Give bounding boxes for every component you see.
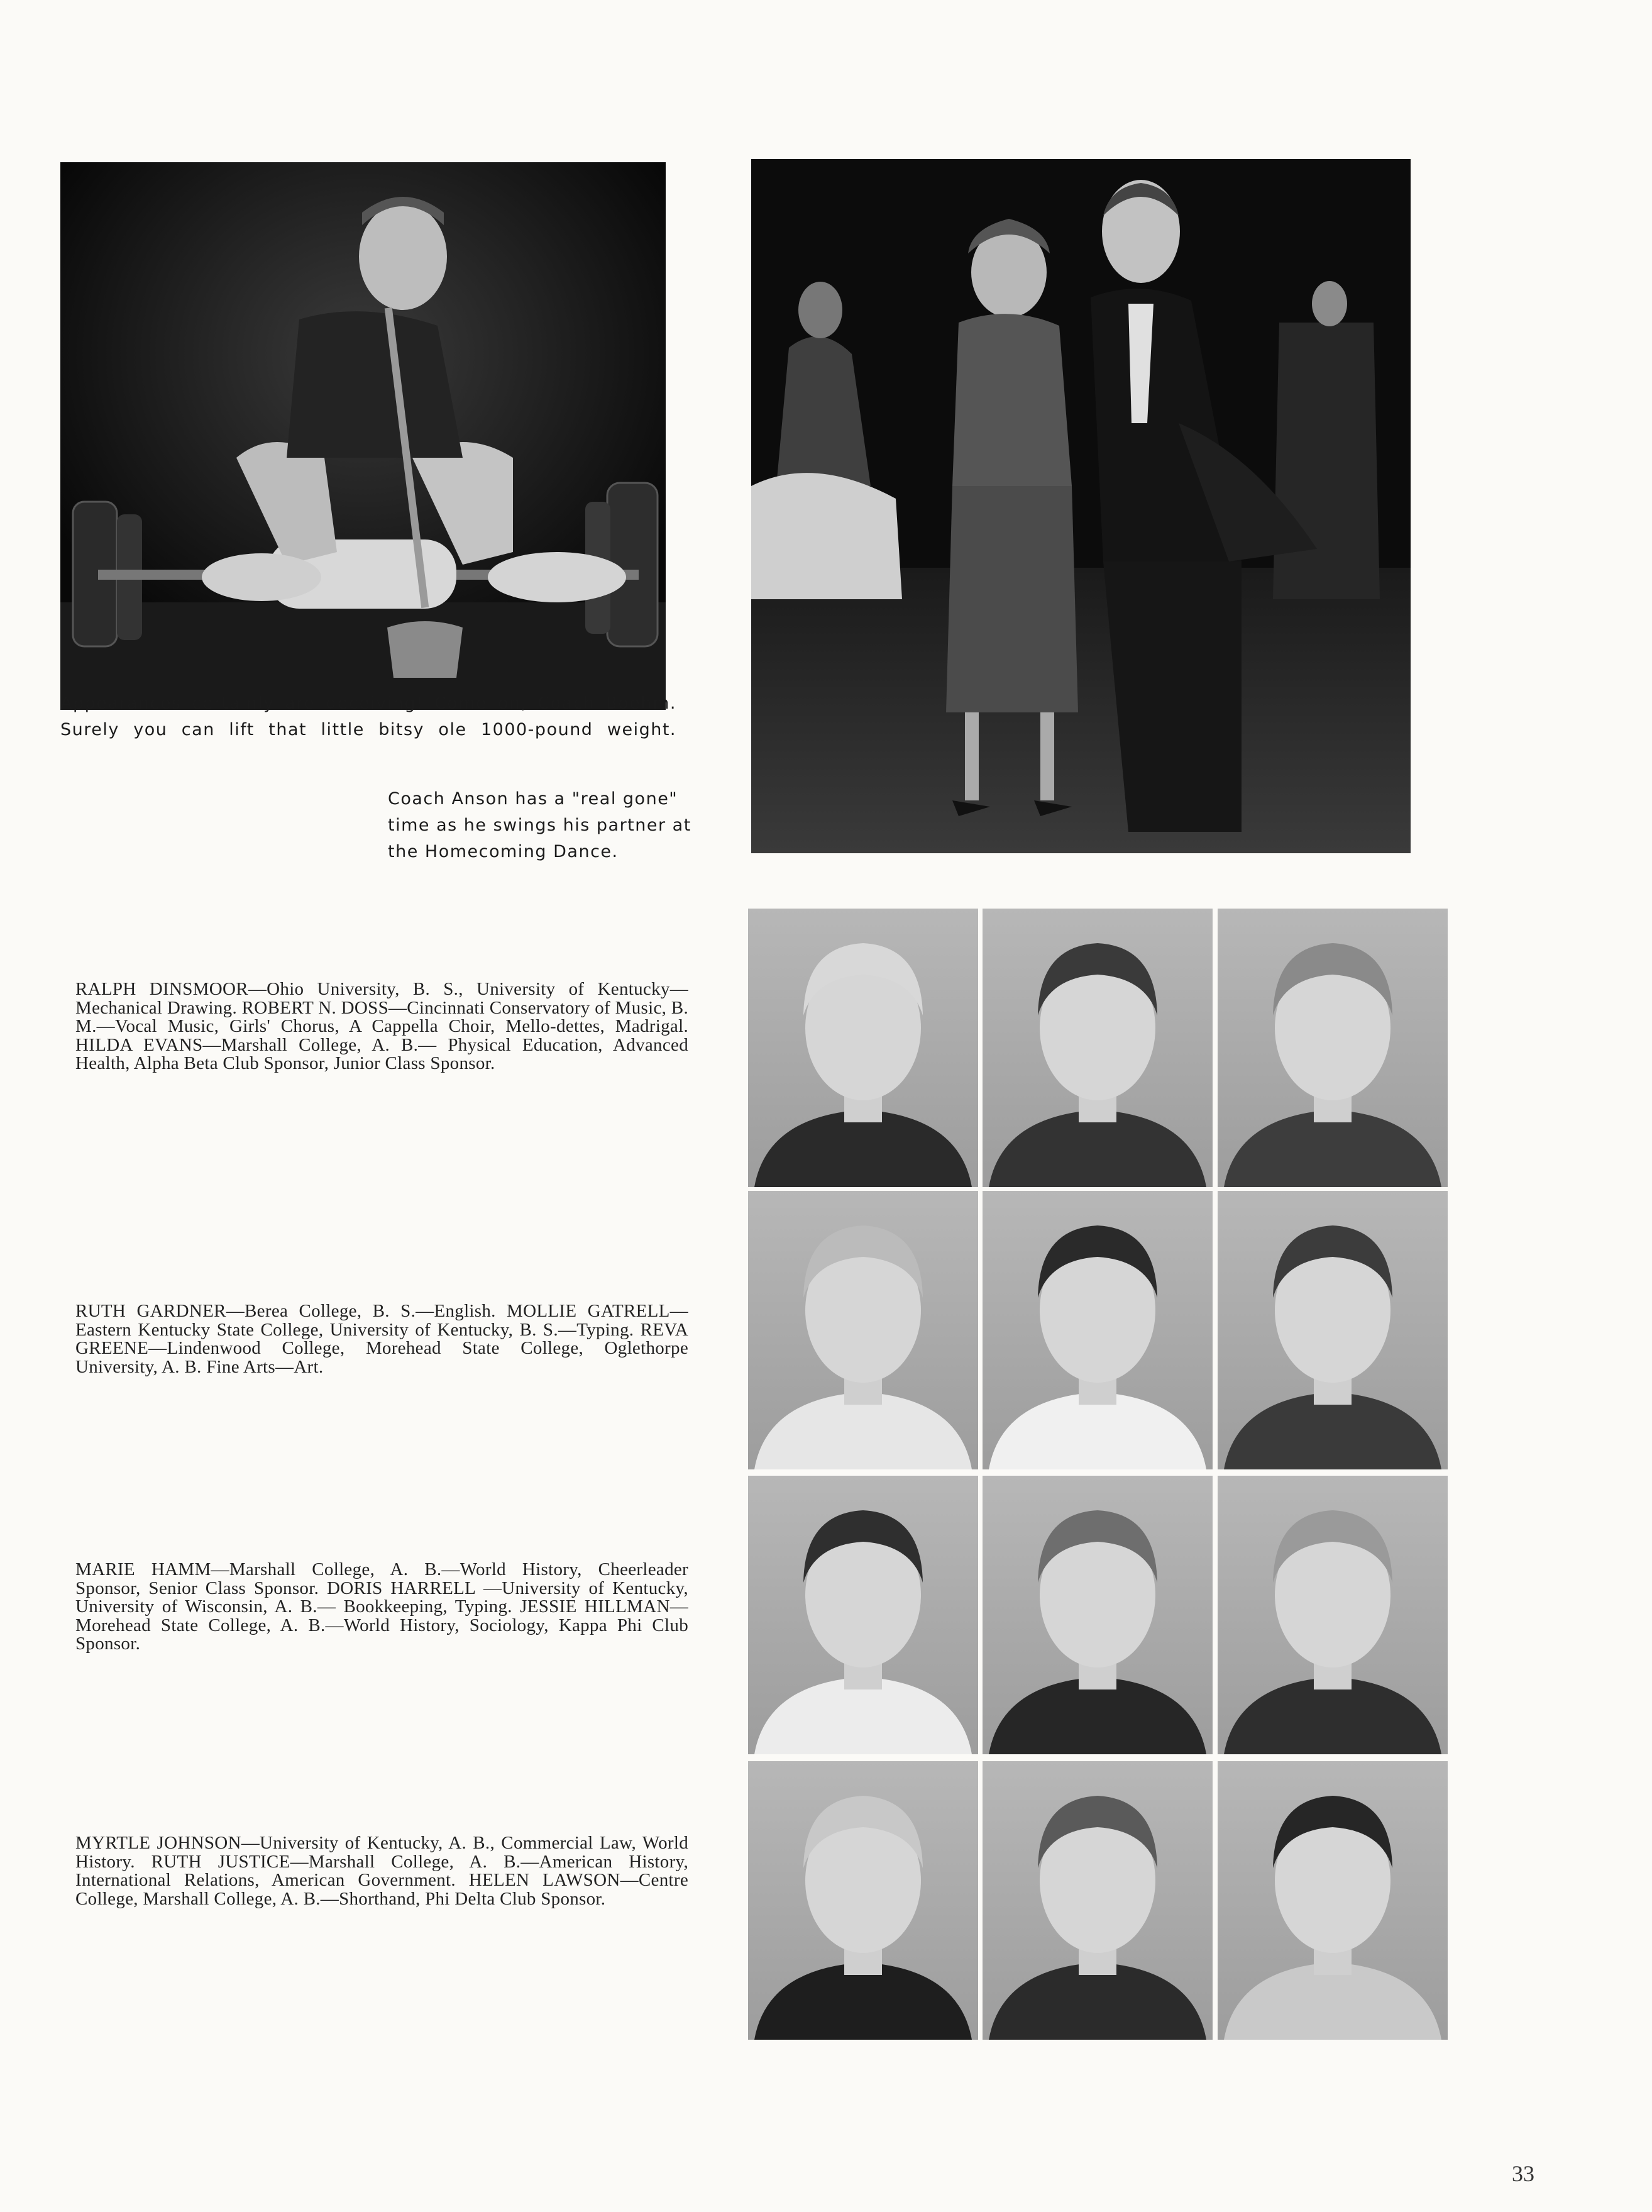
caption-line: the Homecoming Dance.: [388, 842, 619, 861]
portrait-photo-icon: [983, 909, 1213, 1187]
dancing-couple-photo-icon: [751, 159, 1411, 853]
faculty-portrait: [983, 1191, 1213, 1469]
faculty-bio-row-1: RALPH DINSMOOR—Ohio University, B. S., University of Kentucky—Mechanical Drawing. ROBERT N. DOSS—Cincinnati Conservatory of Music, B. M.—Vocal Music, Girls' Chorus, A Cappella Choir, Mello-dettes, Madrigal. HILDA EVANS—Marshall College, A. B.— Physical Education, Advanced Health, Alpha Beta Club Sponsor, Junior Class Sponsor.: [75, 979, 688, 1073]
caption-line: Appearances certainly are deceiving! Come on, Coach Boehm.: [60, 694, 676, 713]
portrait-photo-icon: [748, 1761, 978, 2040]
faculty-portrait: [983, 909, 1213, 1187]
faculty-portrait: [983, 1476, 1213, 1754]
faculty-portrait: [1218, 1761, 1448, 2040]
faculty-portrait: [748, 909, 978, 1187]
dancing-couple-photo: [751, 159, 1411, 853]
portrait-photo-icon: [1218, 1476, 1448, 1754]
faculty-portrait: [1218, 1476, 1448, 1754]
caption-line: time as he swings his partner at: [388, 816, 691, 835]
faculty-bio-row-2: RUTH GARDNER—Berea College, B. S.—English. MOLLIE GATRELL—Eastern Kentucky State College, University of Kentucky, B. S.—Typing. REVA GREENE—Lindenwood College, Morehead State College, Oglethorpe University, A. B. Fine Arts—Art.: [75, 1301, 688, 1377]
faculty-bio-row-3: MARIE HAMM—Marshall College, A. B.—World History, Cheerleader Sponsor, Senior Class Sponsor. DORIS HARRELL —University of Kentucky, University of Wisconsin, A. B.— Bookkeeping, Typing. JESSIE HILLMAN—Morehead State College, A. B.—World History, Sociology, Kappa Phi Club Sponsor.: [75, 1559, 688, 1654]
faculty-portrait: [1218, 909, 1448, 1187]
portrait-photo-icon: [983, 1476, 1213, 1754]
faculty-portrait: [748, 1191, 978, 1469]
portrait-photo-icon: [748, 909, 978, 1187]
weightlifting-photo-icon: [60, 162, 666, 710]
caption-line: Surely you can lift that little bitsy ole 1000-pound weight.: [60, 720, 676, 739]
faculty-bio-row-4: MYRTLE JOHNSON—University of Kentucky, A. B., Commercial Law, World History. RUTH JUSTICE—Marshall College, A. B.—American History, International Relations, American Government. HELEN LAWSON—Centre College, Marshall College, A. B.—Shorthand, Phi Delta Club Sponsor.: [75, 1833, 688, 1909]
portrait-photo-icon: [1218, 1191, 1448, 1469]
dance-caption: [388, 786, 702, 865]
portrait-photo-icon: [1218, 909, 1448, 1187]
portrait-photo-icon: [983, 1191, 1213, 1469]
portrait-photo-icon: [748, 1476, 978, 1754]
weightlifting-photo: [60, 162, 666, 710]
caption-line: Coach Anson has a "real gone": [388, 789, 678, 809]
portrait-photo-icon: [1218, 1761, 1448, 2040]
weightlifting-caption: [60, 690, 676, 743]
portrait-photo-icon: [748, 1191, 978, 1469]
page-number: 33: [1512, 2161, 1534, 2186]
faculty-portrait: [983, 1761, 1213, 2040]
faculty-portrait: [748, 1761, 978, 2040]
faculty-portrait: [1218, 1191, 1448, 1469]
faculty-portrait: [748, 1476, 978, 1754]
portrait-photo-icon: [983, 1761, 1213, 2040]
